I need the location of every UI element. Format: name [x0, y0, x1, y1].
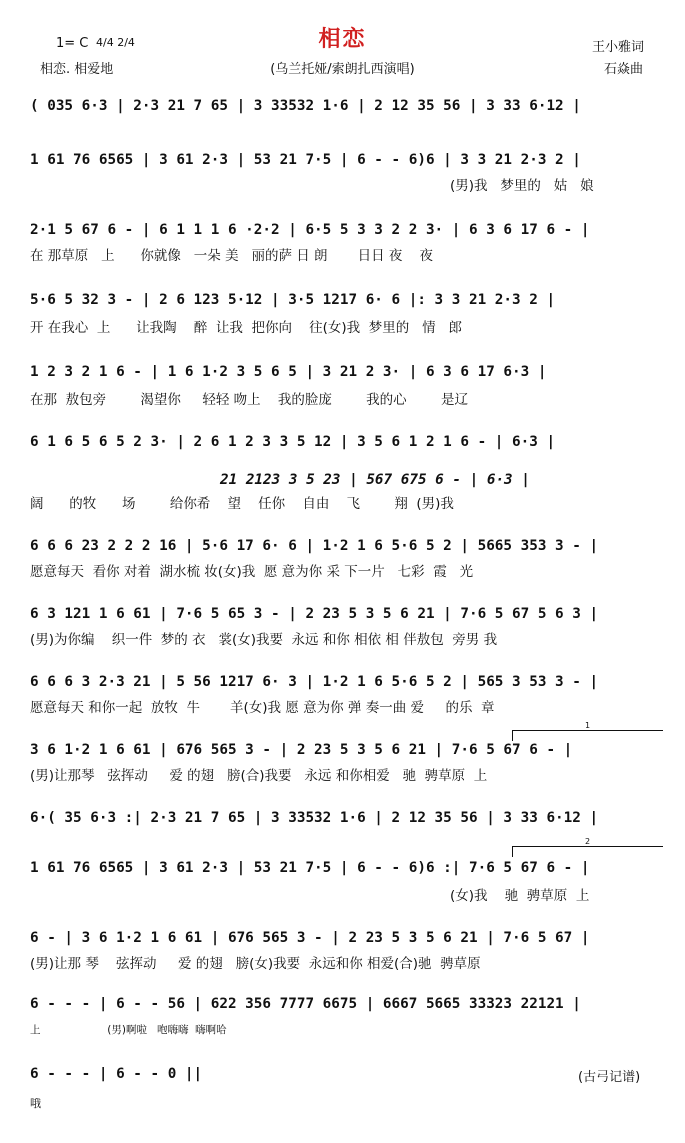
notation-row: 5·6 5 32 3 - | 2 6 123 5·12 | 3·5 1217 6· 6 |: 3 3 21 2·3 2 |: [30, 292, 556, 308]
volta-1: 1: [512, 730, 663, 741]
lyrics-row: 阔 的牧 场 给你希 望 任你 自由 飞 翔 (男)我: [30, 496, 454, 512]
harmony-notation-row: 21 2123 3 5 23 | 567 675 6 - | 6·3 |: [220, 472, 530, 488]
lyrics-row: (男)我 梦里的 姑 娘: [450, 178, 594, 194]
notation-row: 6·( 35 6·3 :| 2·3 21 7 65 | 3 33532 1·6 | 2 12 35 56 | 3 33 6·12 |: [30, 810, 599, 826]
performers: (乌兰托娅/索朗扎西演唱): [270, 62, 415, 77]
tempo-marking: 相恋. 相爱地: [40, 62, 114, 77]
notation-row: 2·1 5 67 6 - | 6 1 1 1 6 ·2·2 | 6·5 5 3 3 2 2 3· | 6 3 6 17 6 - |: [30, 222, 590, 238]
time-signature: 4/4 2/4: [96, 36, 135, 49]
notation-row: 6 - - - | 6 - - 56 | 622 356 7777 6675 | 6667 5665 33323 22121 |: [30, 996, 581, 1012]
volta-2: 2: [512, 846, 663, 857]
composer: 石焱曲: [604, 62, 644, 77]
lyrics-row: (男)为你编 织一件 梦的 衣 裳(女)我要 永远 和你 相依 相 伴敖包 旁男 我: [30, 632, 498, 648]
notation-row: 6 - | 3 6 1·2 1 6 61 | 676 565 3 - | 2 23 5 3 5 6 21 | 7·6 5 67 |: [30, 930, 590, 946]
notation-row: 6 6 6 3 2·3 21 | 5 56 1217 6· 3 | 1·2 1 6 5·6 5 2 | 565 3 53 3 - |: [30, 674, 599, 690]
lyrics-row: 愿意每天 看你 对着 湖水梳 妆(女)我 愿 意为你 采 下一片 七彩 霞 光: [30, 564, 474, 580]
lyrics-row: 哦: [30, 1097, 41, 1110]
lyrics-row: (男)让那琴 弦挥动 爱 的翅 膀(合)我要 永远 和你相爱 驰 骋草原 上: [30, 768, 488, 784]
lyrics-row: 在 那草原 上 你就像 一朵 美 丽的萨 日 朗 日日 夜 夜: [30, 248, 434, 264]
lyrics-row: 愿意每天 和你一起 放牧 牛 羊(女)我 愿 意为你 弹 奏一曲 爱 的乐 章: [30, 700, 495, 716]
lyrics-row: 上 (男)啊啦 咆嗨嗨 嗨啊哈: [30, 1024, 227, 1036]
notation-row: 3 6 1·2 1 6 61 | 676 565 3 - | 2 23 5 3 5 6 21 | 7·6 5 67 6 - |: [30, 742, 573, 758]
lyrics-row: 在那 敖包旁 渴望你 轻轻 吻上 我的脸庞 我的心 是辽: [30, 392, 468, 408]
key-signature: 1= C: [56, 36, 89, 51]
transcriber-credit: (古弓记谱): [578, 1070, 641, 1085]
lyricist: 王小雅词: [592, 40, 645, 55]
page-title: 相恋: [318, 27, 367, 52]
lyrics-row: (男)让那 琴 弦挥动 爱 的翅 膀(女)我要 永远和你 相爱(合)驰 骋草原: [30, 956, 481, 972]
notation-row: 6 - - - | 6 - - 0 ||: [30, 1066, 203, 1082]
notation-row: 1 2 3 2 1 6 - | 1 6 1·2 3 5 6 5 | 3 21 2 3· | 6 3 6 17 6·3 |: [30, 364, 547, 380]
notation-row: 6 6 6 23 2 2 2 16 | 5·6 17 6· 6 | 1·2 1 6 5·6 5 2 | 5665 353 3 - |: [30, 538, 599, 554]
lyrics-row: 开 在我心 上 让我陶 醉 让我 把你向 往(女)我 梦里的 情 郎: [30, 320, 462, 336]
notation-row: ( 035 6·3 | 2·3 21 7 65 | 3 33532 1·6 | 2 12 35 56 | 3 33 6·12 |: [30, 98, 581, 114]
notation-row: 1 61 76 6565 | 3 61 2·3 | 53 21 7·5 | 6 - - 6)6 | 3 3 21 2·3 2 |: [30, 152, 581, 168]
notation-row: 6 1 6 5 6 5 2 3· | 2 6 1 2 3 3 5 12 | 3 5 6 1 2 1 6 - | 6·3 |: [30, 434, 556, 450]
notation-row: 6 3 121 1 6 61 | 7·6 5 65 3 - | 2 23 5 3 5 6 21 | 7·6 5 67 5 6 3 |: [30, 606, 599, 622]
notation-row: 1 61 76 6565 | 3 61 2·3 | 53 21 7·5 | 6 - - 6)6 :| 7·6 5 67 6 - |: [30, 860, 590, 876]
lyrics-row: (女)我 驰 骋草原 上: [450, 888, 590, 904]
